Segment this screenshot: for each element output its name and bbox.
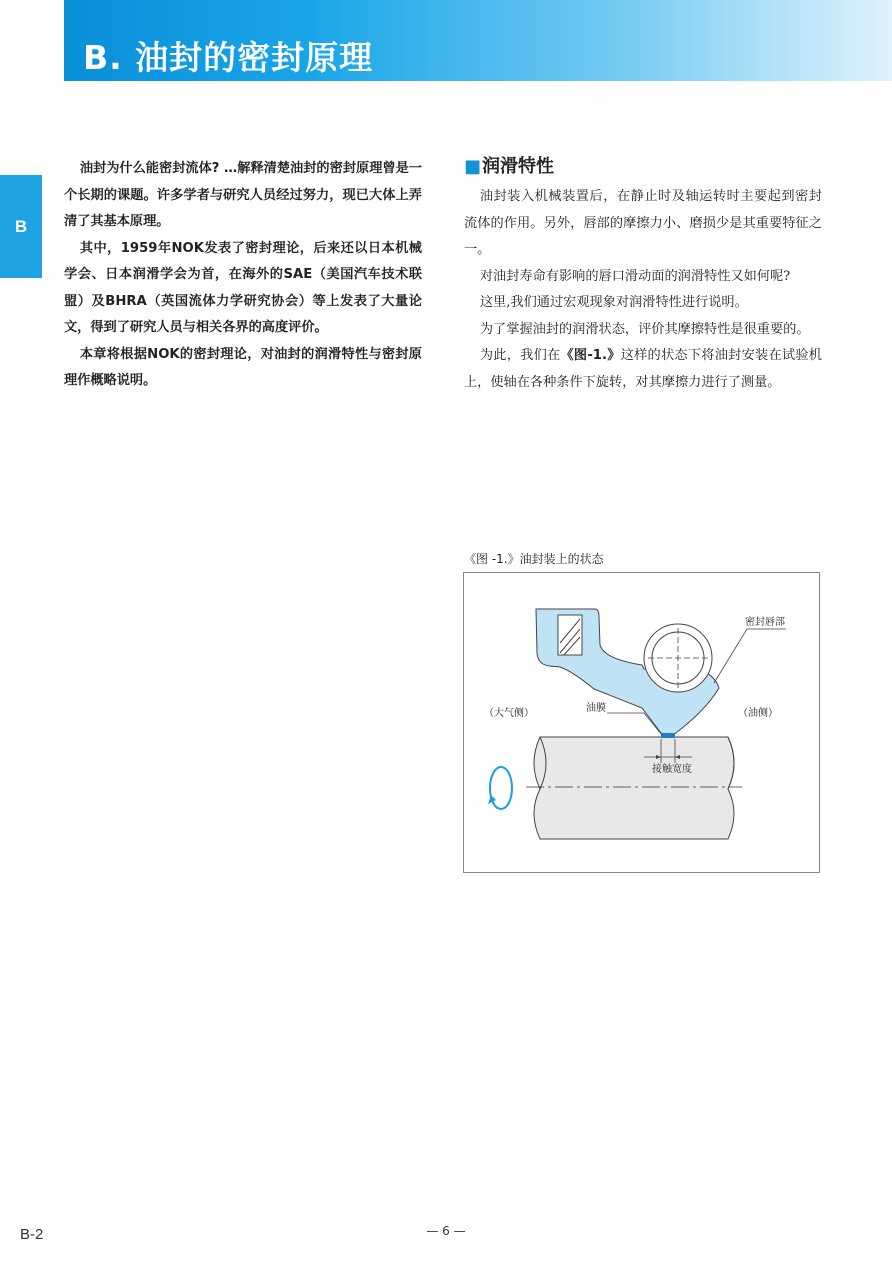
figure-reference[interactable]: 《图-1.》 bbox=[560, 348, 621, 363]
rotation-arrow-icon bbox=[490, 767, 512, 809]
text-span: 为此，我们在 bbox=[479, 348, 561, 363]
body-paragraph: 为了掌握油封的润滑状态，评价其摩擦特性是很重要的。 bbox=[479, 321, 810, 337]
page-number: — 6 — bbox=[426, 1224, 466, 1238]
body-paragraph: 对油封寿命有影响的唇口滑动面的润滑特性又如何呢? bbox=[479, 268, 791, 284]
intro-text bbox=[64, 156, 422, 395]
intro-paragraph: 本章将根据NOK的密封理论，对油封的润滑特性与密封原理作概略说明。 bbox=[64, 346, 422, 388]
label-oil-film: 油膜 bbox=[586, 703, 606, 714]
shaft bbox=[534, 737, 734, 839]
figure-caption: 《图 -1.》油封装上的状态 bbox=[464, 552, 604, 566]
oil-seal-diagram bbox=[464, 573, 821, 874]
intro-paragraph: 油封为什么能密封流体? …解释清楚油封的密封原理曾是一个长期的课题。许多学者与研究人员经过努力，现已大体上弄清了其基本原理。 bbox=[64, 161, 422, 229]
section-tab-label: B bbox=[14, 216, 28, 236]
oil-film bbox=[661, 733, 675, 738]
text-span: 这样的状态下将油封安装在试验机上，使轴在各种条件下旋转，对其摩擦力进行了测量。 bbox=[464, 348, 822, 390]
body-paragraph bbox=[464, 343, 822, 396]
body-paragraph: 油封装入机械装置后，在静止时及轴运转时主要起到密封流体的作用。另外，唇部的摩擦力小、磨损少是其重要特征之一。 bbox=[464, 189, 822, 257]
oil-seal-figure bbox=[463, 572, 820, 873]
page-title: B. 油封的密封原理 bbox=[83, 38, 374, 77]
lubrication-section bbox=[464, 152, 822, 396]
body-paragraph: 这里,我们通过宏观现象对润滑特性进行说明。 bbox=[479, 295, 748, 310]
label-seal-lip: 密封唇部 bbox=[745, 617, 785, 628]
label-contact-width: 接触宽度 bbox=[652, 764, 692, 775]
section-heading bbox=[464, 152, 822, 182]
section-tab[interactable] bbox=[0, 175, 42, 278]
square-bullet-icon: ■ bbox=[464, 156, 482, 177]
lip-leader bbox=[714, 629, 786, 683]
intro-paragraph: 其中，1959年NOK发表了密封理论，后来还以日本机械学会、日本润滑学会为首，在海外的SAE（美国汽车技术联盟）及BHRA（英国流体力学研究协会）等上发表了大量论文，得到了研究人员与相关各界的高度评价。 bbox=[64, 240, 422, 335]
label-air-side: （大气侧） bbox=[484, 708, 534, 719]
rotation-arrowhead-icon bbox=[488, 795, 496, 804]
page-code: B-2 bbox=[20, 1226, 44, 1243]
section-heading-text: 润滑特性 bbox=[482, 156, 555, 177]
label-oil-side: （油侧） bbox=[738, 708, 778, 719]
